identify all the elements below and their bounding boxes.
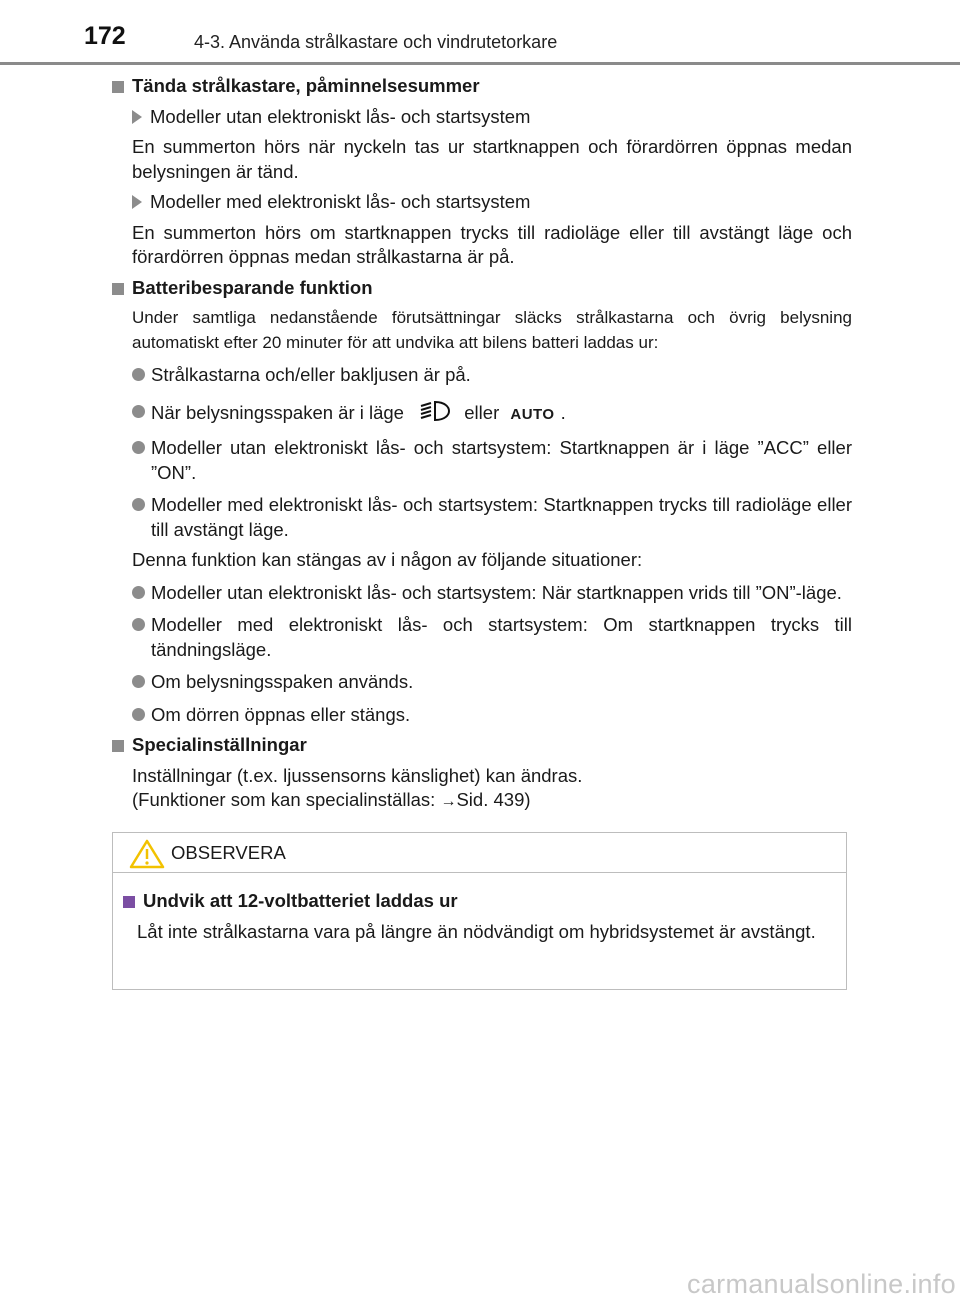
paragraph: Denna funktion kan stängas av i någon av följande situationer: bbox=[132, 549, 643, 570]
notice-text: Låt inte strålkastarna vara på längre än nödvändigt om hybridsystemet är avstängt. bbox=[137, 920, 816, 942]
round-bullet-icon bbox=[132, 498, 145, 511]
auto-icon: AUTO bbox=[510, 405, 555, 423]
page-reference-link[interactable]: Sid. 439) bbox=[456, 789, 531, 810]
round-bullet-icon bbox=[132, 675, 145, 688]
paragraph: En summerton hörs när nyckeln tas ur startknappen och förardörren öppnas medan belysningen är tänd. bbox=[132, 136, 852, 182]
subheading-with-smart-key: Modeller med elektroniskt lås- och startsystem bbox=[132, 190, 852, 215]
arrow-right-icon: → bbox=[440, 793, 457, 810]
chapter-title: 4-3. Använda strålkastare och vindrutetorkare bbox=[194, 32, 558, 52]
page-header bbox=[0, 0, 960, 66]
section-heading-customization: Specialinställningar bbox=[112, 733, 852, 758]
list-item: Om belysningsspaken används. bbox=[132, 670, 852, 695]
page-number: 172 bbox=[84, 22, 126, 50]
list-item: Modeller med elektroniskt lås- och startsystem: Om startknappen trycks till tändningsläge. bbox=[132, 613, 852, 662]
section-heading-headlights-reminder: Tända strålkastare, påminnelsesummer bbox=[112, 74, 852, 99]
warning-triangle-icon bbox=[129, 839, 165, 874]
square-bullet-icon bbox=[112, 283, 124, 295]
paragraph: En summerton hörs om startknappen trycks till radioläge eller till avstängt läge och förardörren öppnas medan strålkastarna är på. bbox=[132, 221, 852, 267]
main-content bbox=[112, 74, 852, 815]
list-item: När belysningsspaken är i läge eller AUTO . bbox=[132, 400, 852, 429]
round-bullet-icon bbox=[132, 405, 145, 418]
round-bullet-icon bbox=[132, 586, 145, 599]
triangle-bullet-icon bbox=[132, 110, 142, 124]
round-bullet-icon bbox=[132, 618, 145, 631]
headlight-icon bbox=[417, 400, 451, 429]
notice-body bbox=[123, 889, 833, 950]
notice-title: OBSERVERA bbox=[171, 842, 286, 863]
paragraph: Inställningar (t.ex. ljussensorns känslighet) kan ändras. (Funktioner som kan specialinställas: →Sid. 439) bbox=[132, 764, 583, 810]
notice-box bbox=[112, 832, 847, 990]
list-item: Om dörren öppnas eller stängs. bbox=[132, 703, 852, 728]
round-bullet-icon bbox=[132, 708, 145, 721]
square-bullet-icon bbox=[112, 81, 124, 93]
round-bullet-icon bbox=[132, 441, 145, 454]
subheading-without-smart-key: Modeller utan elektroniskt lås- och startsystem bbox=[132, 105, 852, 130]
square-bullet-icon bbox=[123, 896, 135, 908]
notice-heading: Undvik att 12-voltbatteriet laddas ur bbox=[123, 889, 833, 914]
paragraph: Under samtliga nedanstående förutsättningar släcks strålkastarna och övrig belysning automatiskt efter 20 minuter för att undvika att bilens batteri laddas ur: bbox=[132, 308, 852, 352]
round-bullet-icon bbox=[132, 368, 145, 381]
notice-header bbox=[113, 833, 846, 873]
square-bullet-icon bbox=[112, 740, 124, 752]
list-item: Strålkastarna och/eller bakljusen är på. bbox=[132, 363, 852, 388]
list-item: Modeller med elektroniskt lås- och startsystem: Startknappen trycks till radioläge eller till avstängt läge. bbox=[132, 493, 852, 542]
list-item: Modeller utan elektroniskt lås- och startsystem: Startknappen är i läge ”ACC” eller ”ON”. bbox=[132, 436, 852, 485]
section-heading-battery-saver: Batteribesparande funktion bbox=[112, 276, 852, 301]
list-item: Modeller utan elektroniskt lås- och startsystem: När startknappen vrids till ”ON”-läge. bbox=[132, 581, 852, 606]
header-divider bbox=[0, 62, 960, 65]
watermark: carmanualsonline.info bbox=[687, 1269, 956, 1299]
triangle-bullet-icon bbox=[132, 195, 142, 209]
